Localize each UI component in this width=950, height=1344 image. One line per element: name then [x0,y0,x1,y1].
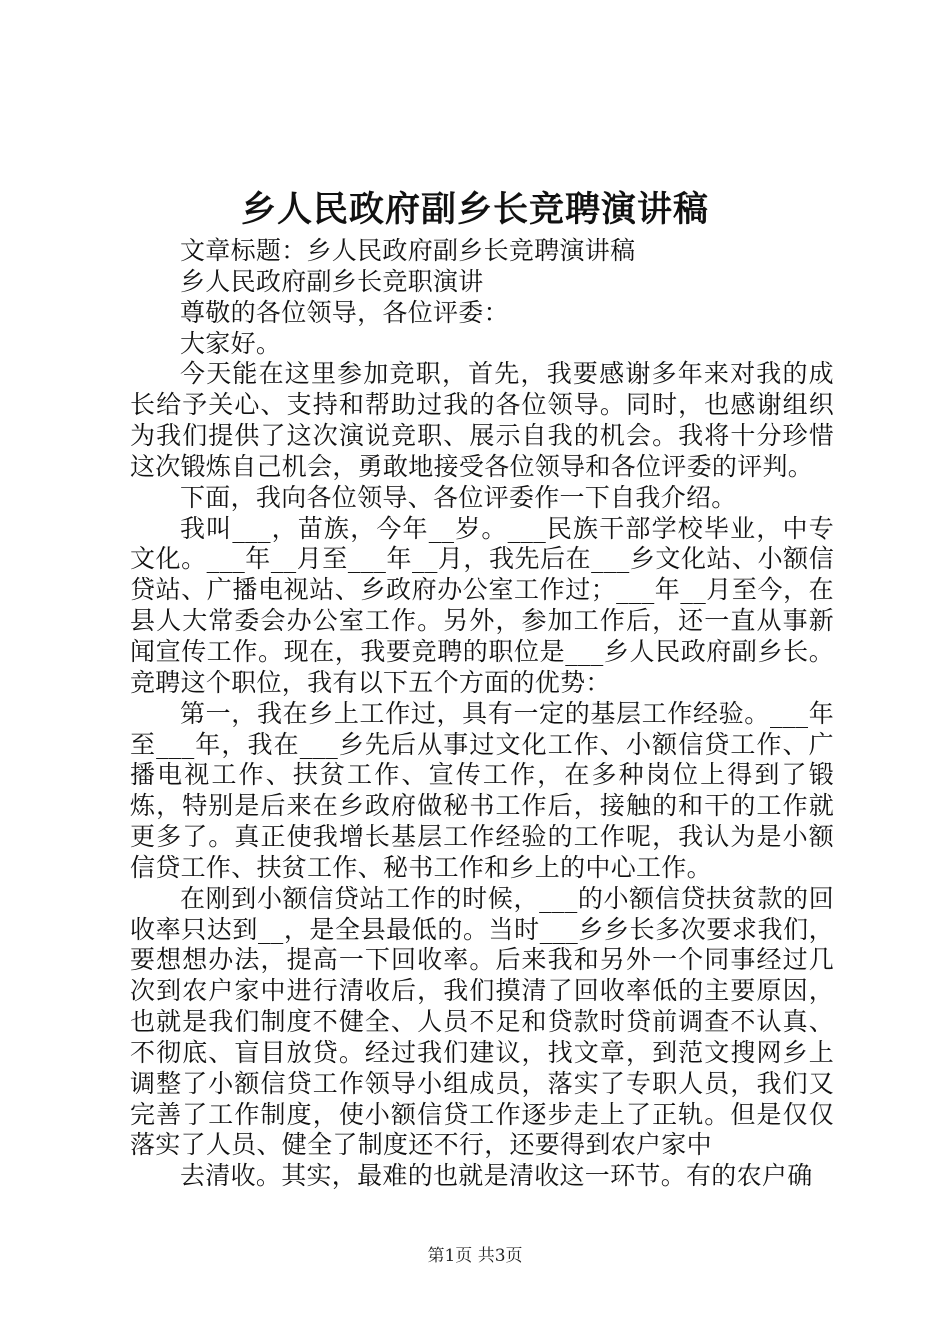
paragraph-self-introduction: 我叫___，苗族，今年__岁。___民族干部学校毕业，中专文化。___年__月至___年__月，我先后在___乡文化站、小额信贷站、广播电视站、乡政府办公室工作过；___年__月至今，在县人大常委会办公室工作。另外，参加工作后，还一直从事新闻宣传工作。现在，我要竞聘的职位是___乡人民政府副乡长。竞聘这个职位，我有以下五个方面的优势： [130,513,834,697]
document-title: 乡人民政府副乡长竞聘演讲稿 [240,189,709,230]
paragraph-microcredit: 在刚到小额信贷站工作的时候，___的小额信贷扶贫款的回收率只达到__，是全县最低的。当时___乡乡长多次要求我们，要想想办法，提高一下回收率。后来我和另外一个同事经过几次到农户家中进行清收后，我们摸清了回收率低的主要原因，也就是我们制度不健全、人员不足和贷款时贷前调查不认真、不彻底、盲目放贷。经过我们建议，找文章，到范文搜网乡上调整了小额信贷工作领导小组成员，落实了专职人员，我们又完善了工作制度，使小额信贷工作逐步走上了正轨。但是仅仅落实了人员、健全了制度还不行，还要得到农户家中 [130,883,834,1160]
paragraph-subtitle: 乡人民政府副乡长竞职演讲 [180,266,484,296]
paragraph-opening: 今天能在这里参加竞职，首先，我要感谢多年来对我的成长给予关心、支持和帮助过我的各位领导。同时，也感谢组织为我们提供了这次演说竞职、展示自我的机会。我将十分珍惜这次锻炼自己机会，勇敢地接受各位领导和各位评委的评判。 [130,359,834,481]
paragraph-intro: 下面，我向各位领导、各位评委作一下自我介绍。 [180,482,737,512]
page-footer: 第1页 共3页 [427,1246,523,1266]
document-body [130,236,834,1192]
paragraph-advantage-one: 第一，我在乡上工作过，具有一定的基层工作经验。___年至___年，我在___乡先后从事过文化工作、小额信贷工作、广播电视工作、扶贫工作、宣传工作，在多种岗位上得到了锻炼，特别是后来在乡政府做秘书工作后，接触的和干的工作就更多了。真正使我增长基层工作经验的工作呢，我认为是小额信贷工作、扶贫工作、秘书工作和乡上的中心工作。 [130,698,834,882]
paragraph-greeting: 大家好。 [180,328,282,358]
paragraph-salutation: 尊敬的各位领导，各位评委： [180,297,509,327]
paragraph-collection: 去清收。其实，最难的也就是清收这一环节。有的农户确 [180,1161,813,1191]
paragraph-article-title: 文章标题：乡人民政府副乡长竞聘演讲稿 [180,236,636,265]
